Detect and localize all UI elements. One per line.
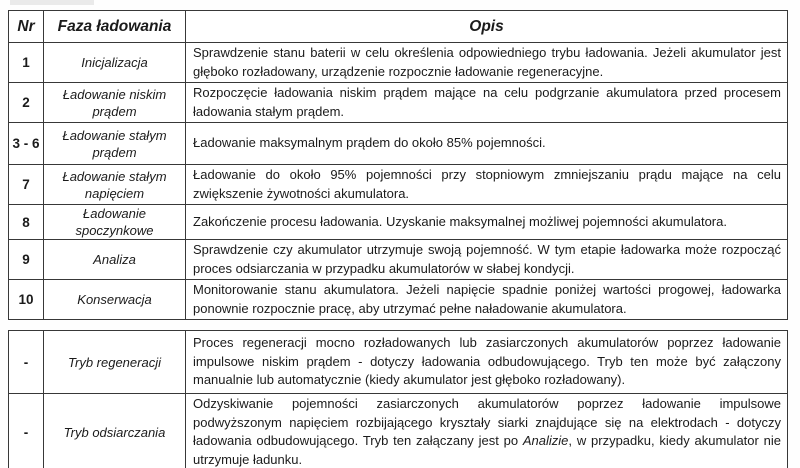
table-row [9, 83, 788, 123]
description-text: Monitorowanie stanu akumulatora. Jeżeli napięcie spadnie poniżej wartości progowej, ładowarka ponownie rozpocznie pracę, aby utrzymać pełne naładowanie akumulatora. [193, 282, 781, 316]
table-row [9, 205, 788, 240]
description-text: Odzyskiwanie pojemności zasiarczonych akumulatorów poprzez ładowanie impulsowe podwyższonym napięciem rozbijającego kryształy siarki znajdujące się na elektrodach - dotyczy ładowania odbudowującego. Tryb ten załączany jest po [193, 396, 781, 448]
phase-name-cell: Ładowanie stałym prądem [44, 123, 186, 165]
description-text: Rozpoczęcie ładowania niskim prądem mające na celu podgrzanie akumulatora przed procesem ładowania stałym prądem. [193, 85, 781, 119]
phase-name-cell: Ładowanie niskim prądem [44, 83, 186, 123]
table-row [9, 43, 788, 83]
description-cell [186, 83, 788, 123]
table-row [9, 240, 788, 280]
description-text: Zakończenie procesu ładowania. Uzyskanie maksymalnej możliwej pojemności akumulatora. [193, 213, 727, 229]
row-number-cell: 1 [9, 43, 44, 83]
description-text: Analizie [522, 433, 569, 448]
table-row [9, 165, 788, 205]
description-text: Ładowanie maksymalnym prądem do około 85% pojemności. [193, 135, 546, 151]
phase-name-cell: Tryb regeneracji [44, 331, 186, 394]
table-row [9, 123, 788, 165]
description-text: Ładowanie do około 95% pojemności przy stopniowym zmniejszaniu prądu mające na celu zwiększenie żywotności akumulatora. [193, 167, 781, 201]
table-row [9, 394, 788, 468]
description-text: Sprawdzenie czy akumulator utrzymuje swoją pojemność. W tym etapie ładowarka może rozpocząć proces odsiarczania w przypadku akumulatorów w słabej kondycji. [193, 242, 781, 276]
header-description: Opis [186, 11, 788, 43]
description-text: Proces regeneracji mocno rozładowanych lub zasiarczonych akumulatorów poprzez ładowanie impulsowe niskim prądem - dotyczy ładowania odbudowującego. Tryb ten może być załączony manualnie lub automatycznie (kiedy akumulator jest głęboko rozładowany). [193, 335, 781, 388]
header-nr: Nr [9, 11, 44, 43]
row-number-cell: 10 [9, 280, 44, 320]
phase-name-cell: Analiza [44, 240, 186, 280]
description-cell [186, 165, 788, 205]
row-number-cell: 7 [9, 165, 44, 205]
table-row [9, 331, 788, 394]
row-number-cell: 9 [9, 240, 44, 280]
charging-phases-table [8, 10, 788, 320]
description-cell [186, 280, 788, 320]
row-number-cell: 3 - 6 [9, 123, 44, 165]
header-phase: Faza ładowania [44, 11, 186, 43]
phase-name-cell: Tryb odsiarczania [44, 394, 186, 468]
row-number-cell: 2 [9, 83, 44, 123]
description-cell [186, 331, 788, 394]
description-text: Sprawdzenie stanu baterii w celu określenia odpowiedniego trybu ładowania. Jeżeli akumulator jest głęboko rozładowany, urządzenie rozpocznie ładowanie regeneracyjne. [193, 45, 781, 79]
phase-name-cell: Inicjalizacja [44, 43, 186, 83]
scan-artifact [10, 0, 94, 5]
description-cell [186, 43, 788, 83]
phase-name-cell: Konserwacja [44, 280, 186, 320]
row-number-cell: 8 [9, 205, 44, 240]
description-cell [186, 240, 788, 280]
header-row [9, 11, 788, 43]
special-modes-table [8, 330, 788, 468]
description-cell [186, 394, 788, 468]
description-cell [186, 205, 788, 240]
row-number-cell: - [9, 331, 44, 394]
phase-name-cell: Ładowanie spoczynkowe [44, 205, 186, 240]
table-row [9, 280, 788, 320]
description-text: , w przypadku, kiedy akumulator nie utrzymuje ładunku. [193, 433, 781, 467]
description-cell [186, 123, 788, 165]
phase-name-cell: Ładowanie stałym napięciem [44, 165, 186, 205]
row-number-cell: - [9, 394, 44, 468]
